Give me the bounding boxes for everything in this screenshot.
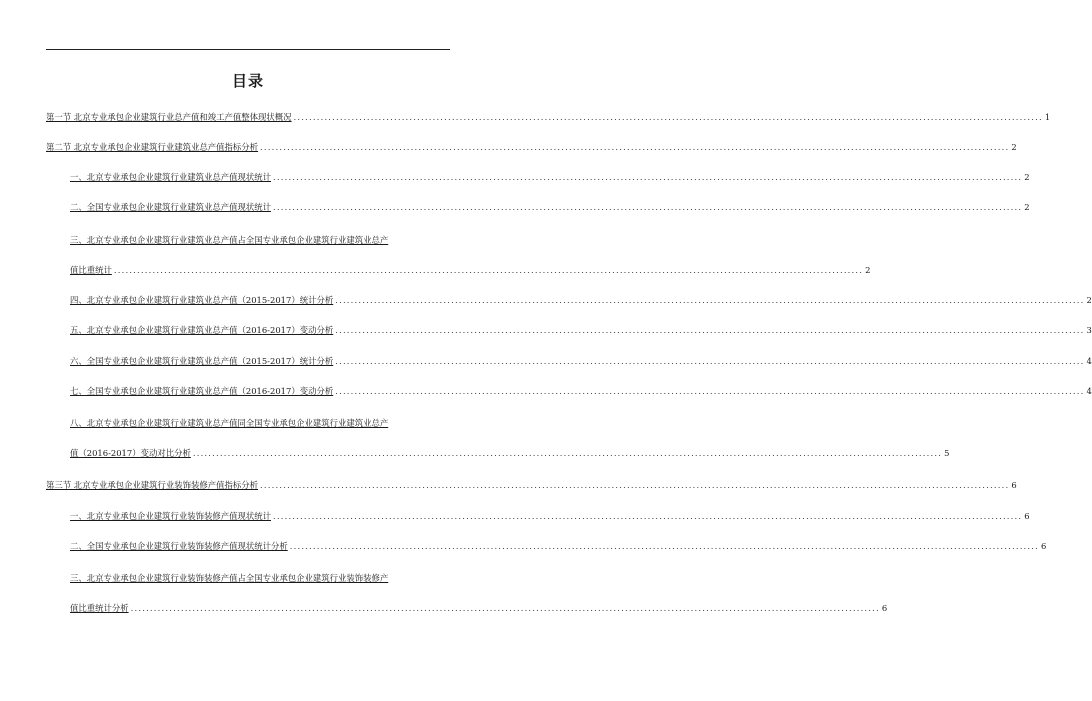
toc-entry-section-2[interactable] bbox=[46, 142, 1017, 153]
toc-page-number: 2 bbox=[1024, 172, 1030, 182]
toc-entry-label[interactable]: 七、全国专业承包企业建筑行业建筑业总产值（2016-2017）变动分析 bbox=[70, 386, 334, 396]
dot-leader: .................................................................................................................................................................................................. bbox=[293, 112, 1043, 122]
toc-page-number: 6 bbox=[1011, 480, 1017, 490]
toc-entry-3-3[interactable] bbox=[70, 603, 888, 614]
toc-entry-2-6[interactable] bbox=[70, 356, 1092, 367]
toc-entry-label[interactable]: 第一节 北京专业承包企业建筑行业总产值和竣工产值整体现状概况 bbox=[46, 112, 292, 122]
toc-page-number: 5 bbox=[944, 448, 950, 458]
dot-leader: .................................................................................................................................................................................................. bbox=[192, 448, 943, 458]
toc-page-number: 2 bbox=[1024, 202, 1030, 212]
toc-entry-2-3-line1[interactable] bbox=[70, 235, 450, 246]
toc-page-number: 4 bbox=[1086, 386, 1092, 396]
toc-page-number: 4 bbox=[1086, 356, 1092, 366]
toc-entry-2-8[interactable] bbox=[70, 448, 950, 459]
toc-entry-2-5[interactable] bbox=[70, 325, 1092, 336]
toc-entry-section-3[interactable] bbox=[46, 480, 1017, 491]
toc-entry-label[interactable]: 第二节 北京专业承包企业建筑行业建筑业总产值指标分析 bbox=[46, 142, 259, 152]
toc-page-number: 6 bbox=[1041, 541, 1047, 551]
dot-leader: .................................................................................................................................................................................................. bbox=[273, 511, 1023, 521]
toc-entry-3-1[interactable] bbox=[70, 511, 1030, 522]
toc-entry-2-2[interactable] bbox=[70, 202, 1030, 213]
toc-entry-2-7[interactable] bbox=[70, 386, 1092, 397]
toc-page-number: 2 bbox=[1086, 295, 1092, 305]
toc-page-number: 6 bbox=[1024, 511, 1030, 521]
toc-entry-3-2[interactable] bbox=[70, 541, 1047, 552]
toc-entry-section-1[interactable] bbox=[46, 112, 1051, 123]
toc-entry-label[interactable]: 六、全国专业承包企业建筑行业建筑业总产值（2015-2017）统计分析 bbox=[70, 356, 334, 366]
toc-entry-label[interactable]: 二、全国专业承包企业建筑行业建筑业总产值现状统计 bbox=[70, 202, 271, 212]
toc-entry-2-1[interactable] bbox=[70, 172, 1030, 183]
toc-entry-3-3-line1[interactable] bbox=[70, 573, 450, 584]
toc-page-number: 2 bbox=[1011, 142, 1017, 152]
dot-leader: .................................................................................................................................................................................................. bbox=[335, 356, 1085, 366]
header-rule bbox=[46, 49, 450, 50]
dot-leader: .................................................................................................................................................................................................. bbox=[130, 603, 880, 613]
dot-leader: .................................................................................................................................................................................................. bbox=[273, 202, 1023, 212]
toc-page-number: 3 bbox=[1086, 325, 1092, 335]
dot-leader: .................................................................................................................................................................................................. bbox=[260, 142, 1010, 152]
toc-entry-label-line1[interactable]: 三、北京专业承包企业建筑行业建筑业总产值占全国专业承包企业建筑行业建筑业总产 bbox=[70, 235, 389, 245]
toc-entry-label[interactable]: 四、北京专业承包企业建筑行业建筑业总产值（2015-2017）统计分析 bbox=[70, 295, 334, 305]
dot-leader: .................................................................................................................................................................................................. bbox=[113, 265, 864, 275]
toc-page-number: 2 bbox=[865, 265, 871, 275]
toc-title: 目录 bbox=[231, 72, 264, 90]
toc-entry-label[interactable]: 二、全国专业承包企业建筑行业装饰装修产值现状统计分析 bbox=[70, 541, 288, 551]
toc-entry-label-line1[interactable]: 八、北京专业承包企业建筑行业建筑业总产值同全国专业承包企业建筑行业建筑业总产 bbox=[70, 418, 389, 428]
toc-page-number: 6 bbox=[881, 603, 888, 613]
dot-leader: .................................................................................................................................................................................................. bbox=[335, 295, 1085, 305]
dot-leader: .................................................................................................................................................................................................. bbox=[335, 386, 1085, 396]
toc-entry-label[interactable]: 第三节 北京专业承包企业建筑行业装饰装修产值指标分析 bbox=[46, 480, 259, 490]
toc-entry-2-4[interactable] bbox=[70, 295, 1092, 306]
toc-entry-label[interactable]: 值（2016-2017）变动对比分析 bbox=[70, 448, 191, 458]
toc-entry-label-line1[interactable]: 三、北京专业承包企业建筑行业装饰装修产值占全国专业承包企业建筑行业装饰装修产 bbox=[70, 573, 389, 583]
toc-entry-label[interactable]: 一、北京专业承包企业建筑行业装饰装修产值现状统计 bbox=[70, 511, 271, 521]
toc-page-number: 1 bbox=[1044, 112, 1051, 122]
dot-leader: .................................................................................................................................................................................................. bbox=[335, 325, 1085, 335]
dot-leader: .................................................................................................................................................................................................. bbox=[260, 480, 1010, 490]
toc-entry-label[interactable]: 值比重统计 bbox=[70, 265, 112, 275]
toc-entry-label[interactable]: 值比重统计分析 bbox=[70, 603, 129, 613]
toc-entry-2-8-line1[interactable] bbox=[70, 418, 450, 429]
dot-leader: .................................................................................................................................................................................................. bbox=[273, 172, 1023, 182]
toc-entry-2-3[interactable] bbox=[70, 265, 871, 276]
toc-entry-label[interactable]: 一、北京专业承包企业建筑行业建筑业总产值现状统计 bbox=[70, 172, 271, 182]
dot-leader: .................................................................................................................................................................................................. bbox=[289, 541, 1040, 551]
toc-entry-label[interactable]: 五、北京专业承包企业建筑行业建筑业总产值（2016-2017）变动分析 bbox=[70, 325, 334, 335]
